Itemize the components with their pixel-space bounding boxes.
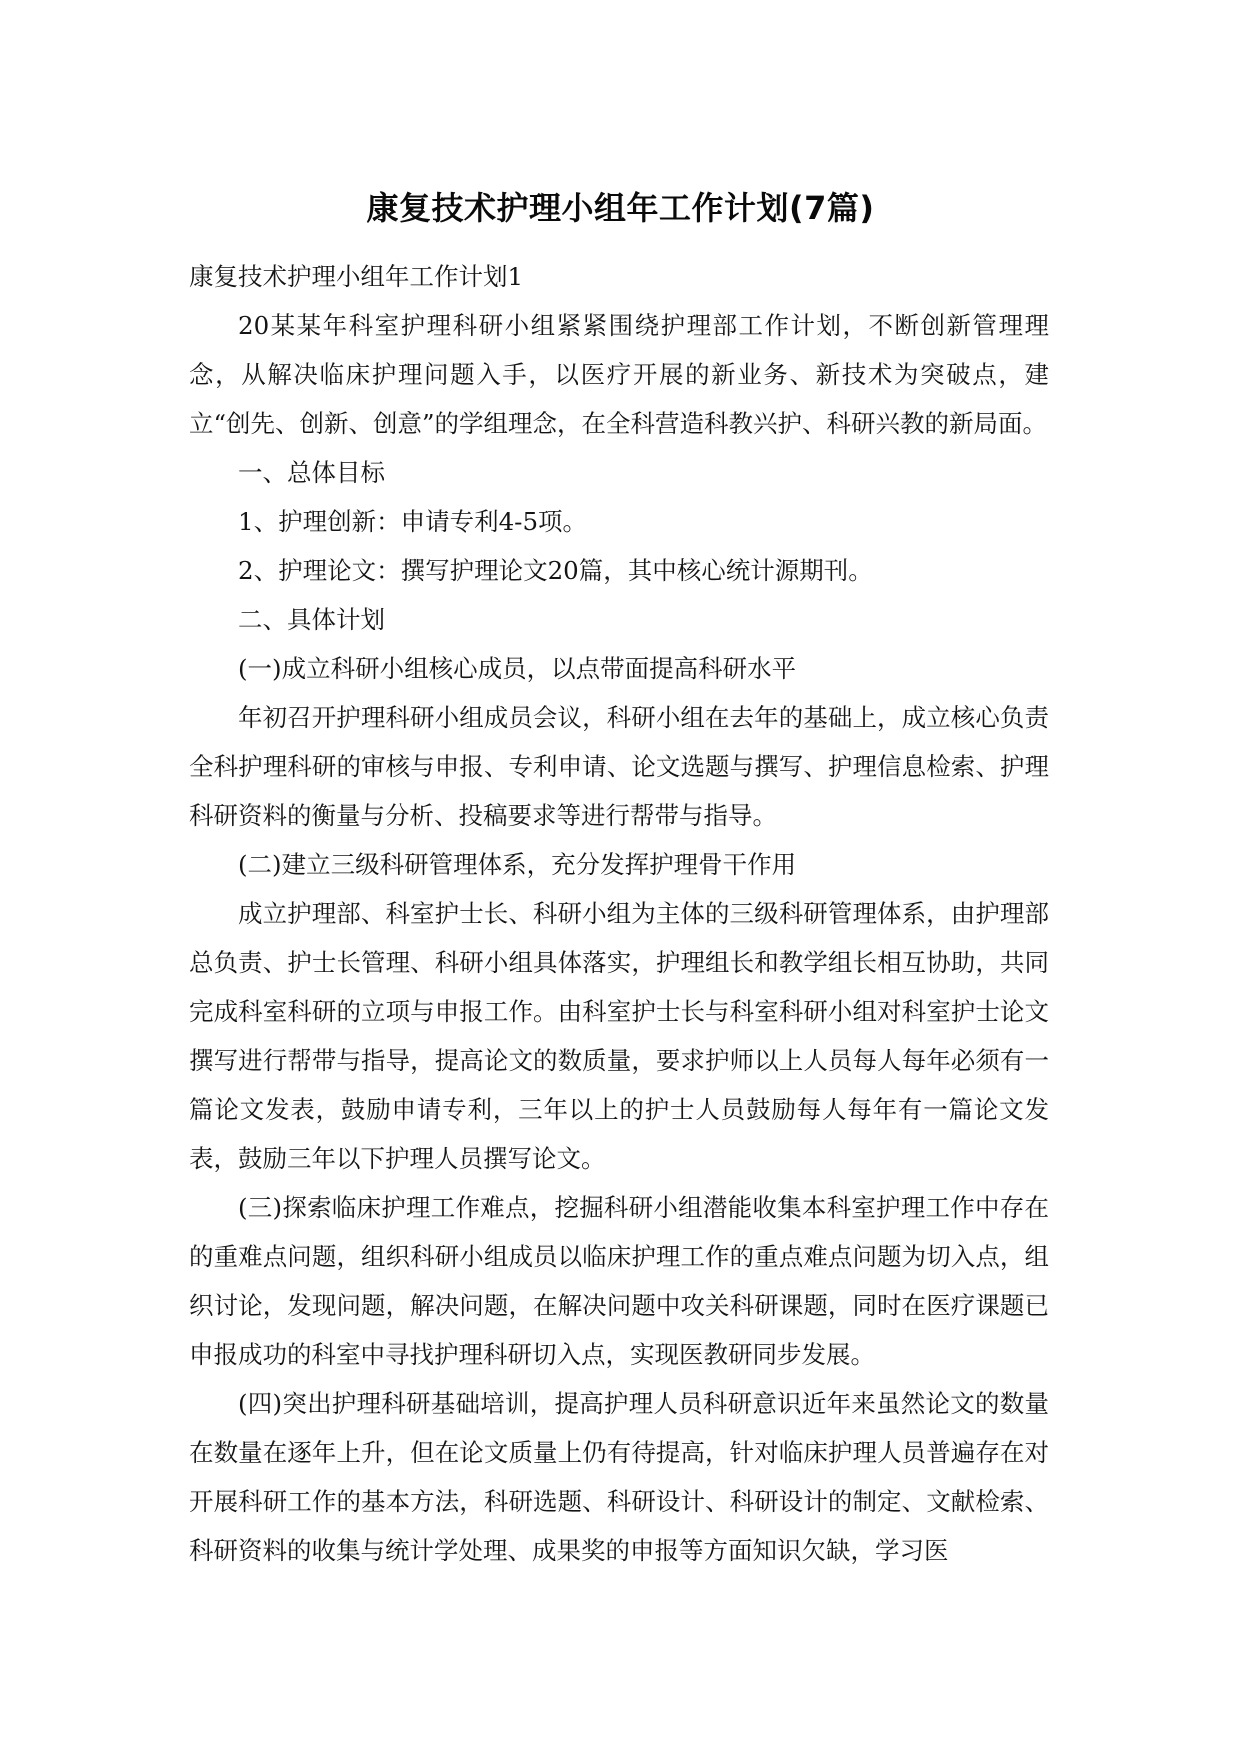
section-heading-specific-plan: 二、具体计划 bbox=[238, 605, 385, 634]
paragraph-research-training: (四)突出护理科研基础培训，提高护理人员科研意识近年来虽然论文的数量在数量在逐年上升，但在论文质量上仍有待提高，针对临床护理人员普遍存在对开展科研工作的基本方法，科研选题、科研设计、科研设计的制定、文献检索、科研资料的收集与统计学处理、成果奖的申报等方面知识欠缺，学习医 bbox=[189, 1389, 1049, 1565]
document-title: 康复技术护理小组年工作计划(7篇) bbox=[366, 189, 875, 227]
paragraph-core-members: 年初召开护理科研小组成员会议，科研小组在去年的基础上，成立核心负责全科护理科研的审核与申报、专利申请、论文选题与撰写、护理信息检索、护理科研资料的衡量与分析、投稿要求等进行帮带与指导。 bbox=[189, 703, 1049, 830]
section-heading-overall-goals: 一、总体目标 bbox=[238, 458, 385, 487]
paragraph-clinical-difficulties: (三)探索临床护理工作难点，挖掘科研小组潜能收集本科室护理工作中存在的重难点问题，组织科研小组成员以临床护理工作的重点难点问题为切入点，组织讨论，发现问题，解决问题，在解决问题中攻关科研课题，同时在医疗课题已申报成功的科室中寻找护理科研切入点，实现医教研同步发展。 bbox=[189, 1193, 1049, 1369]
paragraph-three-level-system: 成立护理部、科室护士长、科研小组为主体的三级科研管理体系，由护理部总负责、护士长管理、科研小组具体落实，护理组长和教学组长相互协助，共同完成科室科研的立项与申报工作。由科室护士长与科室科研小组对科室护士论文撰写进行帮带与指导，提高论文的数质量，要求护师以上人员每人每年必须有一篇论文发表，鼓励申请专利，三年以上的护士人员鼓励每人每年有一篇论文发表，鼓励三年以下护理人员撰写论文。 bbox=[189, 899, 1049, 1173]
list-item-nursing-papers: 2、护理论文：撰写护理论文20篇，其中核心统计源期刊。 bbox=[238, 556, 873, 585]
list-item-nursing-innovation: 1、护理创新：申请专利4-5项。 bbox=[238, 507, 588, 536]
document-body bbox=[189, 252, 1049, 1575]
paragraph-heading-plan-1: 康复技术护理小组年工作计划1 bbox=[189, 262, 524, 291]
paragraph-intro: 20某某年科室护理科研小组紧紧围绕护理部工作计划，不断创新管理理念，从解决临床护理问题入手，以医疗开展的新业务、新技术为突破点，建立“创先、创新、创意”的学组理念，在全科营造科教兴护、科研兴教的新局面。 bbox=[189, 311, 1049, 438]
subheading-core-members: (一)成立科研小组核心成员，以点带面提高科研水平 bbox=[238, 654, 797, 683]
subheading-three-level-system: (二)建立三级科研管理体系，充分发挥护理骨干作用 bbox=[238, 850, 797, 879]
